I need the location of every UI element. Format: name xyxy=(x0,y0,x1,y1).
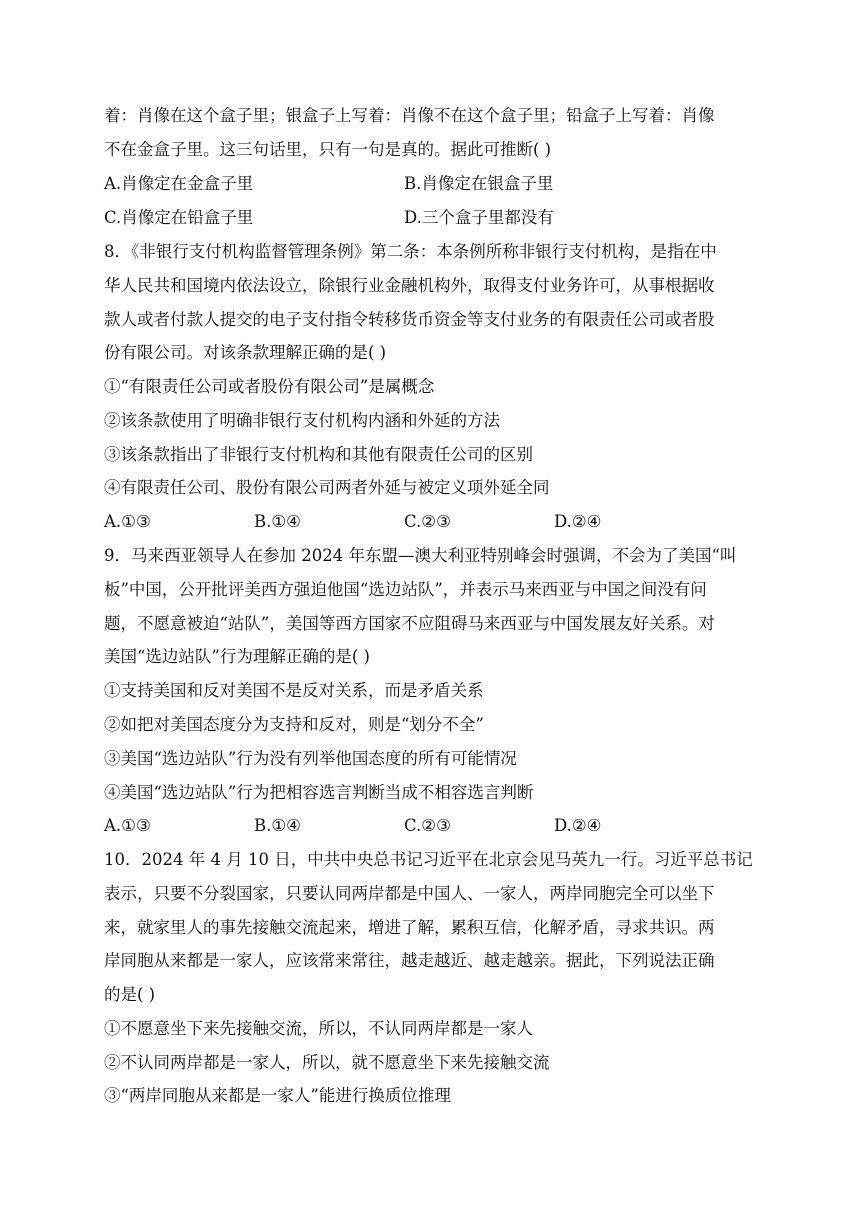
q9-stem-line-3: 题，不愿意被迫“站队”，美国等西方国家不应阻碍马来西亚与中国发展友好关系。对 xyxy=(104,614,715,633)
q8-stem-line-4: 份有限公司。对该条款理解正确的是( ) xyxy=(104,343,387,362)
q7-stem-line-1: 着：肖像在这个盒子里；银盒子上写着：肖像不在这个盒子里；铅盒子上写着：肖像 xyxy=(104,106,715,125)
q10-stem-line-4: 岸同胞从来都是一家人，应该常来常往，越走越近、越走越亲。据此，下列说法正确 xyxy=(104,951,715,970)
q9-option-b: B.①④ xyxy=(254,816,301,835)
q9-option-c: C.②③ xyxy=(404,816,451,835)
q8-stem-line-3: 款人或者付款人提交的电子支付指令转移货币资金等支付业务的有限责任公司或者股 xyxy=(104,310,715,329)
q8-option-d: D.②④ xyxy=(554,512,602,531)
q10-stem-line-5: 的是( ) xyxy=(104,985,156,1004)
q8-stem-line-1: 8．《非银行支付机构监督管理条例》第二条：本条例所称非银行支付机构，是指在中 xyxy=(104,242,717,261)
q8-stem-line-2: 华人民共和国境内依法设立，除银行业金融机构外，取得支付业务许可，从事根据收 xyxy=(104,276,715,295)
q9-statement-2: ②如把对美国态度分为支持和反对，则是“划分不全” xyxy=(104,715,484,734)
q7-option-a: A.肖像定在金盒子里 xyxy=(104,174,254,193)
q8-statement-3: ③该条款指出了非银行支付机构和其他有限责任公司的区别 xyxy=(104,445,533,464)
q7-option-d: D.三个盒子里都没有 xyxy=(404,208,554,227)
q8-statement-2: ②该条款使用了明确非银行支付机构内涵和外延的方法 xyxy=(104,411,500,430)
q7-option-c: C.肖像定在铅盒子里 xyxy=(104,208,254,227)
q9-statement-1: ①支持美国和反对美国不是反对关系，而是矛盾关系 xyxy=(104,681,484,700)
q9-statement-3: ③美国“选边站队”行为没有列举他国态度的所有可能情况 xyxy=(104,749,517,768)
q10-stem-line-3: 来，就家里人的事先接触交流起来，增进了解，累积互信，化解矛盾，寻求共识。两 xyxy=(104,918,715,937)
q9-option-a: A.①③ xyxy=(104,816,151,835)
q8-option-a: A.①③ xyxy=(104,512,151,531)
q8-option-b: B.①④ xyxy=(254,512,301,531)
q10-statement-3: ③“两岸同胞从来都是一家人”能进行换质位推理 xyxy=(104,1086,451,1105)
q9-statement-4: ④美国“选边站队”行为把相容选言判断当成不相容选言判断 xyxy=(104,783,534,802)
q9-stem-line-4: 美国“选边站队”行为理解正确的是( ) xyxy=(104,647,370,666)
q10-statement-1: ①不愿意坐下来先接触交流，所以，不认同两岸都是一家人 xyxy=(104,1019,533,1038)
q9-option-d: D.②④ xyxy=(554,816,602,835)
q7-option-b: B.肖像定在银盒子里 xyxy=(404,174,554,193)
q9-stem-line-2: 板”中国，公开批评美西方强迫他国“选边站队”，并表示马来西亚与中国之间没有问 xyxy=(104,580,707,599)
q9-stem-line-1: 9．马来西亚领导人在参加 2024 年东盟—澳大利亚特别峰会时强调，不会为了美国“叫 xyxy=(104,546,737,565)
q10-stem-line-1: 10．2024 年 4 月 10 日，中共中央总书记习近平在北京会见马英九一行。习近平总书记 xyxy=(104,850,753,869)
q8-option-c: C.②③ xyxy=(404,512,451,531)
q8-statement-4: ④有限责任公司、股份有限公司两者外延与被定义项外延全同 xyxy=(104,478,550,497)
q8-statement-1: ①“有限责任公司或者股份有限公司”是属概念 xyxy=(104,377,435,396)
q10-statement-2: ②不认同两岸都是一家人，所以，就不愿意坐下来先接触交流 xyxy=(104,1053,550,1072)
q10-stem-line-2: 表示，只要不分裂国家，只要认同两岸都是中国人、一家人，两岸同胞完全可以坐下 xyxy=(104,884,715,903)
q7-stem-line-2: 不在金盒子里。这三句话里，只有一句是真的。据此可推断( ) xyxy=(104,140,552,159)
